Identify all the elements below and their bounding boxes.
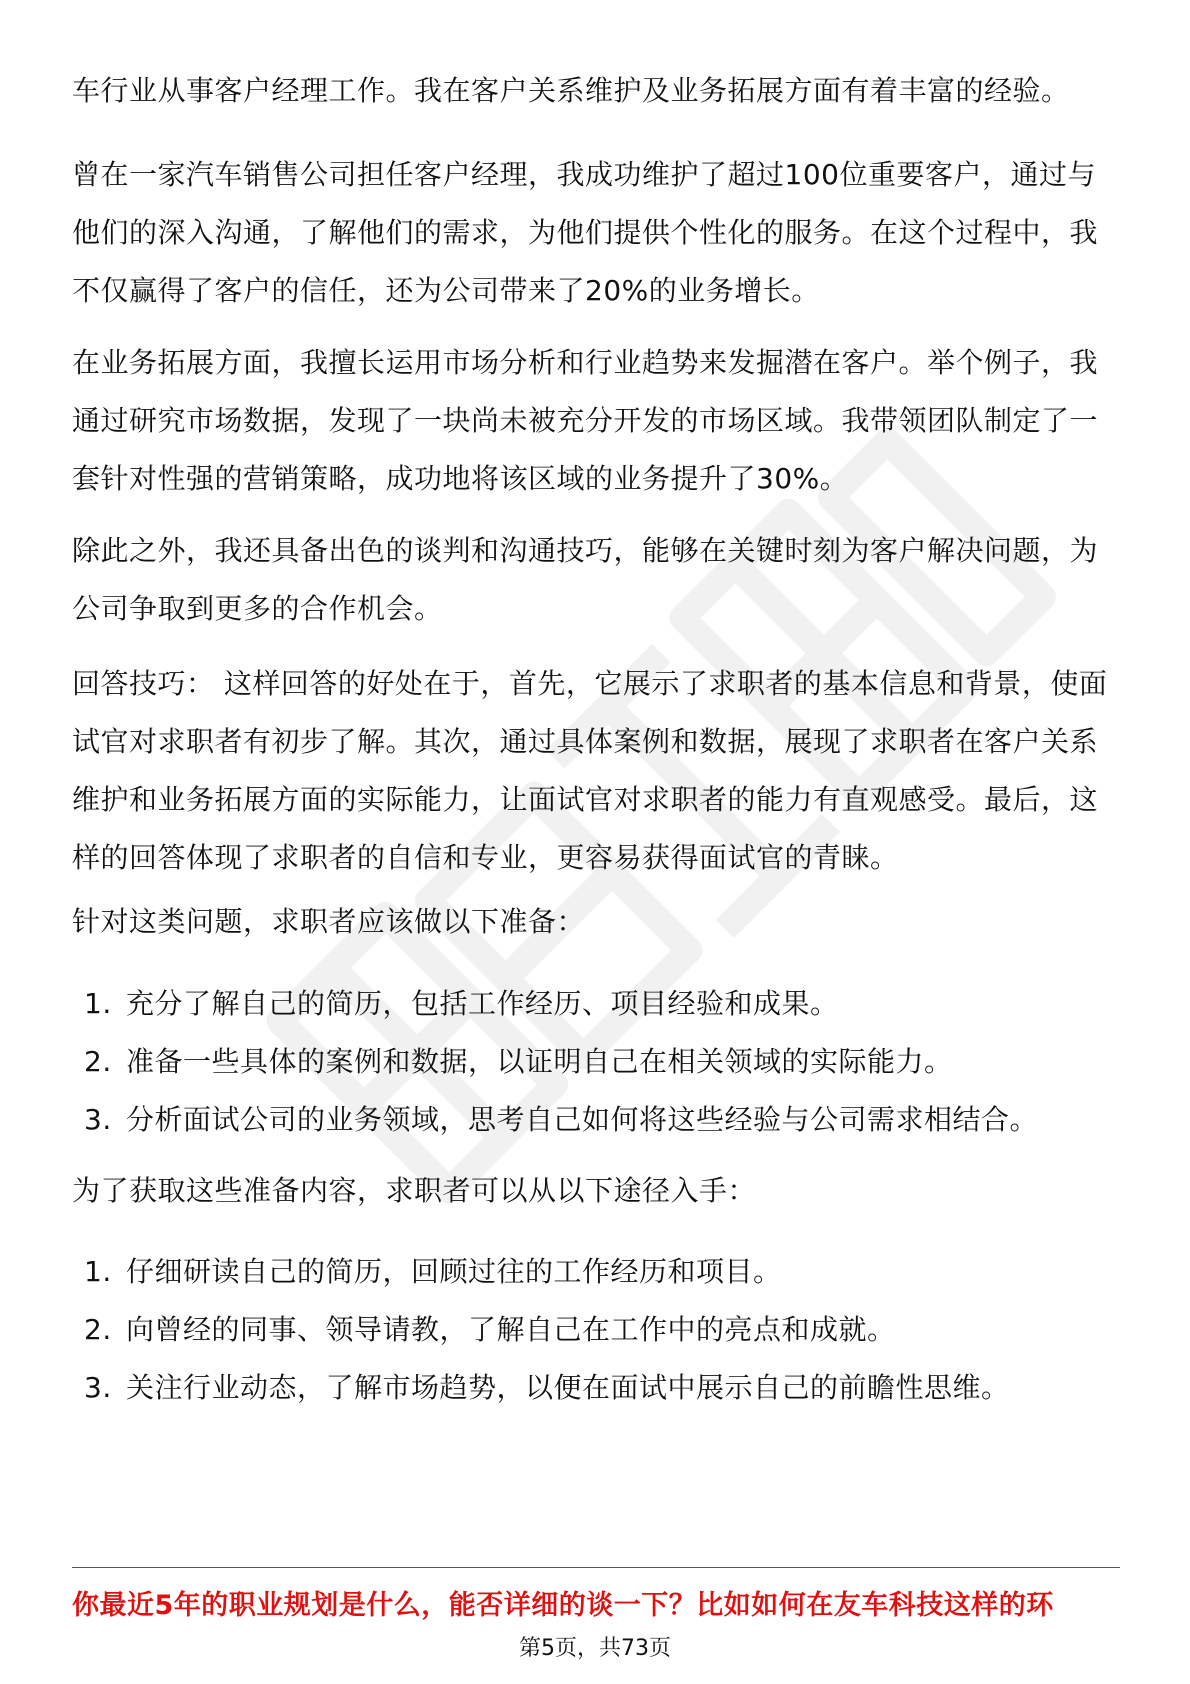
- list-item-text: 充分了解自己的简历，包括工作经历、项目经验和成果。: [126, 987, 839, 1020]
- list-item-text: 仔细研读自己的简历，回顾过往的工作经历和项目。: [126, 1255, 782, 1288]
- list-item-number: 2.: [84, 1045, 112, 1078]
- list-item-number: 1.: [84, 987, 112, 1020]
- page-number: 第5页，共73页: [519, 1636, 671, 1661]
- paragraph-preparation-intro: 针对这类问题，求职者应该做以下准备：: [72, 905, 586, 938]
- paragraph-negotiation: 除此之外，我还具备出色的谈判和沟通技巧，能够在关键时刻为客户解决问题，为公司争取到更多的合作机会。: [72, 534, 1099, 625]
- list-item-number: 3.: [84, 1371, 112, 1404]
- list-item: [84, 1091, 1038, 1149]
- list-item-text: 准备一些具体的案例和数据，以证明自己在相关领域的实际能力。: [126, 1045, 953, 1078]
- next-question-heading: 你最近5年的职业规划是什么，能否详细的谈一下？比如如何在友车科技这样的环: [72, 1590, 1054, 1621]
- list-item: [84, 1033, 1038, 1091]
- list-item: [84, 1359, 1010, 1417]
- list-item-number: 1.: [84, 1255, 112, 1288]
- sources-list: [84, 1243, 1010, 1417]
- list-item: [84, 1243, 1010, 1301]
- section-divider: [72, 1567, 1120, 1568]
- paragraph-experience: 曾在一家汽车销售公司担任客户经理，我成功维护了超过100位重要客户，通过与他们的深入沟通，了解他们的需求，为他们提供个性化的服务。在这个过程中，我不仅赢得了客户的信任，还为公司带来了20%的业务增长。: [72, 158, 1099, 307]
- list-item-number: 3.: [84, 1103, 112, 1136]
- list-item: [84, 1301, 1010, 1359]
- paragraph-sources-intro: 为了获取这些准备内容，求职者可以从以下途径入手：: [72, 1174, 757, 1207]
- list-item-text: 关注行业动态，了解市场趋势，以便在面试中展示自己的前瞻性思维。: [126, 1371, 1010, 1404]
- paragraph-answer-tips: 回答技巧： 这样回答的好处在于，首先，它展示了求职者的基本信息和背景，使面试官对求职者有初步了解。其次，通过具体案例和数据，展现了求职者在客户关系维护和业务拓展方面的实际能力，让面试官对求职者的能力有直观感受。最后，这样的回答体现了求职者的自信和专业，更容易获得面试官的青睐。: [72, 667, 1108, 874]
- paragraph-intro-continued: 车行业从事客户经理工作。我在客户关系维护及业务拓展方面有着丰富的经验。: [72, 74, 1070, 107]
- paragraph-business-expansion: 在业务拓展方面，我擅长运用市场分析和行业趋势来发掘潜在客户。举个例子，我通过研究市场数据，发现了一块尚未被充分开发的市场区域。我带领团队制定了一套针对性强的营销策略，成功地将该区域的业务提升了30%。: [72, 346, 1099, 495]
- preparation-list: [84, 975, 1038, 1149]
- list-item-text: 向曾经的同事、领导请教，了解自己在工作中的亮点和成就。: [126, 1313, 896, 1346]
- list-item-number: 2.: [84, 1313, 112, 1346]
- list-item: [84, 975, 1038, 1033]
- list-item-text: 分析面试公司的业务领域，思考自己如何将这些经验与公司需求相结合。: [126, 1103, 1039, 1136]
